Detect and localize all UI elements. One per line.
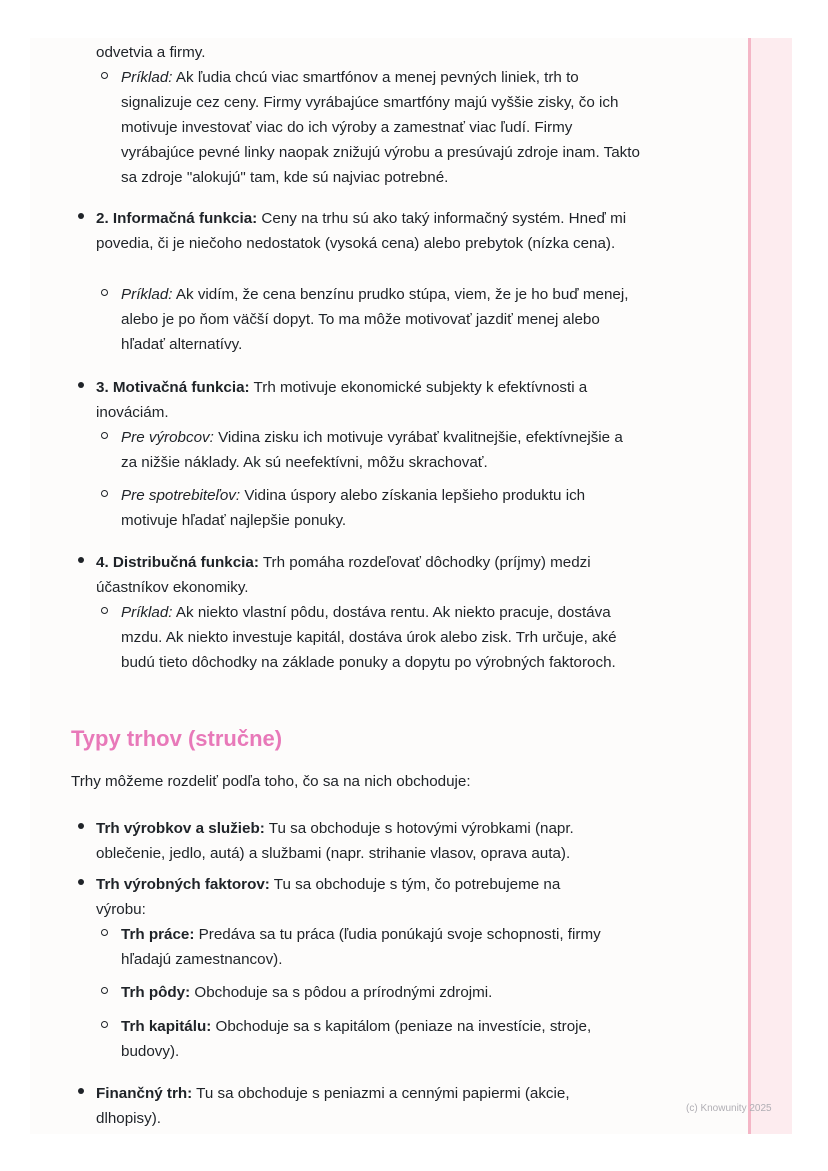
bullet-marker (78, 823, 84, 829)
bullet-marker (78, 557, 84, 563)
sub-bullet-marker (101, 1021, 108, 1028)
market-type-text: Tu sa obchoduje s peniazmi a cennými papiermi (akcie, dlhopisy). (96, 1085, 570, 1127)
market-type-title: Finančný trh: (96, 1085, 193, 1102)
example-text: Vidina zisku ich motivuje vyrábať kvalitnejšie, efektívnejšie a za nižšie náklady. Ak sú neefektívni, môžu skrachovať. (121, 429, 623, 471)
market-type-title: Trh výrobných faktorov: (96, 876, 270, 893)
bullet-marker (78, 213, 84, 219)
sub-bullet-marker (101, 72, 108, 79)
sub-bullet-marker (101, 929, 108, 936)
example-spotrebitelia (121, 483, 641, 533)
factor-market-text: Predáva sa tu práca (ľudia ponúkajú svoje schopnosti, firmy hľadajú zamestnancov). (121, 926, 601, 968)
sub-bullet-marker (101, 289, 108, 296)
function-title: 4. Distribučná funkcia: (96, 554, 259, 571)
section-intro: Trhy môžeme rozdeliť podľa toho, čo sa na nich obchoduje: (71, 773, 471, 790)
sub-bullet-marker (101, 490, 108, 497)
bullet-marker (78, 879, 84, 885)
factor-market-title: Trh kapitálu: (121, 1018, 212, 1035)
example-vyrobcovia (121, 425, 641, 475)
copyright-footer: (c) Knowunity 2025 (686, 1103, 772, 1114)
example-label: Pre výrobcov: (121, 429, 214, 446)
example-label: Príklad: (121, 69, 173, 86)
factor-market-text: Obchoduje sa s kapitálom (peniaze na investície, stroje, budovy). (121, 1018, 592, 1060)
factor-market-text: Obchoduje sa s pôdou a prírodnými zdrojmi. (190, 984, 493, 1001)
section-heading: Typy trhov (stručne) (71, 726, 283, 751)
factor-market-title: Trh práce: (121, 926, 195, 943)
example-label: Príklad: (121, 604, 173, 621)
function-text: Trh pomáha rozdeľovať dôchodky (príjmy) medzi účastníkov ekonomiky. (96, 554, 591, 596)
example-distribucna (121, 600, 641, 675)
function-motivacna (96, 375, 641, 425)
market-type-item (96, 816, 626, 866)
example-alokacna (121, 65, 641, 190)
function-title: 3. Motivačná funkcia: (96, 379, 250, 396)
function-distribucna (96, 550, 641, 600)
factor-market-title: Trh pôdy: (121, 984, 191, 1001)
market-type-item (96, 872, 606, 922)
market-type-text: Tu sa obchoduje s hotovými výrobkami (napr. oblečenie, jedlo, autá) a službami (napr. strihanie vlasov, oprava auta). (96, 820, 574, 862)
factor-market-item (121, 980, 641, 1005)
sub-bullet-marker (101, 987, 108, 994)
function-title: 2. Informačná funkcia: (96, 210, 258, 227)
example-text: Ak ľudia chcú viac smartfónov a menej pevných liniek, trh to signalizuje cez ceny. Firmy vyrábajúce smartfóny majú vyššie zisky, čo ich motivuje investovať viac do ich výroby a zamestnať viac ľudí. Firmy vyrábajúce pevné linky naopak znižujú výrobu a presúvajú zdroje inam. Takto sa zdroje "alokujú" tam, kde sú najviac potrebné. (121, 69, 640, 186)
example-label: Pre spotrebiteľov: (121, 487, 241, 504)
example-text: Ak vidím, že cena benzínu prudko stúpa, viem, že je ho buď menej, alebo je po ňom väčší dopyt. To ma môže motivovať jazdiť menej alebo hľadať alternatívy. (121, 286, 629, 353)
market-type-text: Tu sa obchoduje s tým, čo potrebujeme na výrobu: (96, 876, 561, 918)
factor-market-item (121, 1014, 641, 1064)
factor-market-item (121, 922, 641, 972)
example-text: Ak niekto vlastní pôdu, dostáva rentu. Ak niekto pracuje, dostáva mzdu. Ak niekto investuje kapitál, dostáva úrok alebo zisk. Trh určuje, aké budú tieto dôchodky na základe ponuky a dopytu po výrobných faktoroch. (121, 604, 617, 671)
market-type-title: Trh výrobkov a služieb: (96, 820, 265, 837)
sub-bullet-marker (101, 432, 108, 439)
intro-tail-text: odvetvia a firmy. (96, 44, 206, 61)
market-type-item (96, 1081, 626, 1131)
function-text: Ceny na trhu sú ako taký informačný systém. Hneď mi povedia, či je niečoho nedostatok (vysoká cena) alebo prebytok (nízka cena). (96, 210, 627, 252)
example-label: Príklad: (121, 286, 173, 303)
function-text: Trh motivuje ekonomické subjekty k efektívnosti a inováciám. (96, 379, 588, 421)
bullet-marker (78, 1088, 84, 1094)
bullet-marker (78, 382, 84, 388)
sub-bullet-marker (101, 607, 108, 614)
example-text: Vidina úspory alebo získania lepšieho produktu ich motivuje hľadať najlepšie ponuky. (121, 487, 586, 529)
function-informacna (96, 206, 641, 256)
example-informacna (121, 282, 641, 357)
